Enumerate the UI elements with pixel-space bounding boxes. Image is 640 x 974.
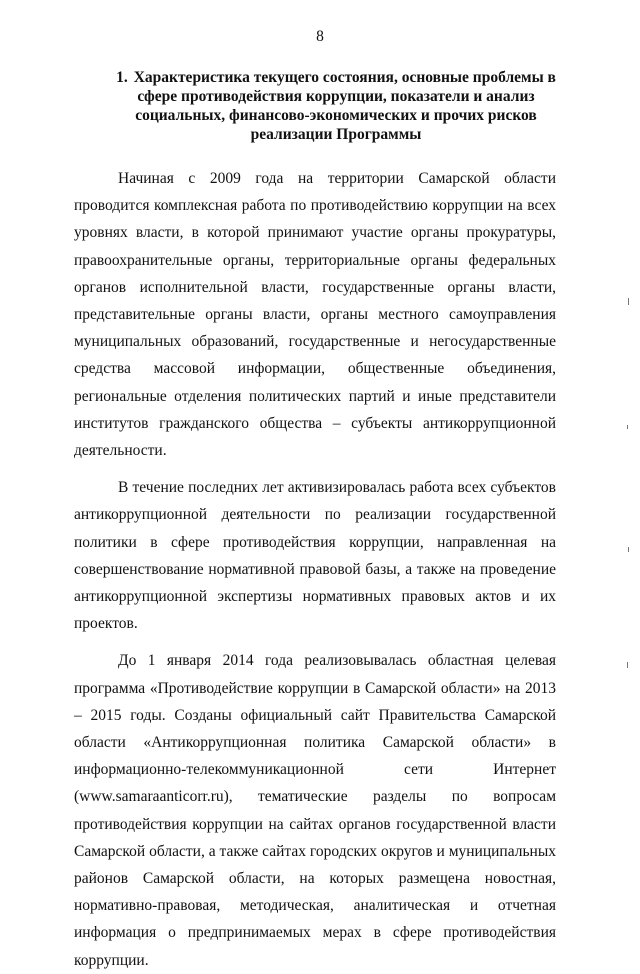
scan-mark: [628, 547, 629, 552]
page-number: 8: [316, 28, 324, 45]
body-text: [74, 165, 556, 974]
paragraph-2: В течение последних лет активизировалась работа всех субъектов антикоррупционной деятельности по реализации государственной политики в сфере противодействия коррупции, направленная на совершенствование нормативной правовой базы, а также на проведение антикоррупционной экспертизы нормативных правовых актов и их проектов.: [74, 479, 556, 633]
paragraph-1: Начиная с 2009 года на территории Самарской области проводится комплексная работа по противодействию коррупции на всех уровнях власти, в которой принимают участие органы прокуратуры, правоохранительные органы, территориальные органы федеральных органов исполнительной власти, государственные органы власти, представительные органы власти, органы местного самоуправления муниципальных образований, государственные и негосударственные средства массовой информации, общественные объединения, региональные отделения политических партий и иные представители институтов гражданского общества – субъекты антикоррупционной деятельности.: [74, 170, 556, 460]
scan-mark: [628, 298, 629, 305]
section-title: Характеристика текущего состояния, основные проблемы в сфере противодействия коррупции, показатели и анализ социальных, финансово-экономических и прочих рисков реализации Программы: [133, 69, 556, 143]
section-number: 1.: [116, 69, 128, 86]
scan-mark: [627, 662, 628, 668]
section-heading: [96, 68, 576, 144]
paragraph-3: До 1 января 2014 года реализовывалась областная целевая программа «Противодействие коррупции в Самарской области» на 2013 – 2015 годы. Созданы официальный сайт Правительства Самарской области «Антикоррупционная политика Самарской области» в информационно-телекоммуникационной сети Интернет (www.samaraanticorr.ru), тематические разделы по вопросам противодействия коррупции на сайтах органов государственной власти Самарской области, а также сайтах городских округов и муниципальных районов Самарской области, на которых размещена новостная, нормативно-правовая, методическая, аналитическая и отчетная информация о предпринимаемых мерах в сфере противодействия коррупции.: [74, 652, 556, 969]
scan-mark: [627, 425, 628, 429]
